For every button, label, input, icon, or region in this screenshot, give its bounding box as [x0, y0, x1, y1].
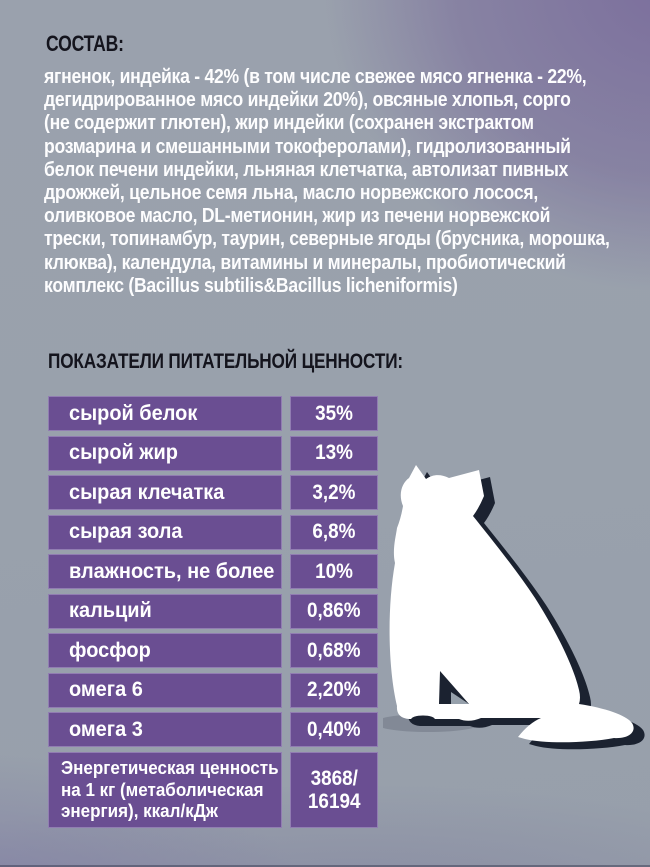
nutrient-label-cell: фосфор [48, 633, 282, 668]
energy-label-cell: Энергетическая ценность на 1 кг (метаболическая энергия), ккал/кДж [48, 752, 282, 828]
cat-silhouette-icon [383, 458, 645, 753]
table-row [48, 712, 378, 747]
nutrient-label-cell: сырой белок [48, 396, 282, 431]
composition-heading-text: СОСТАВ: [46, 31, 124, 56]
nutrition-table [48, 396, 378, 828]
nutrient-value-cell: 6,8% [290, 515, 378, 550]
table-row [48, 594, 378, 629]
nutrition-heading [48, 349, 492, 374]
composition-heading [46, 31, 146, 57]
table-row [48, 515, 378, 550]
composition-line: трески, топинамбур, таурин, северные ягоды (брусника, морошка, [44, 228, 610, 251]
nutrient-value-cell: 3,2% [290, 475, 378, 510]
nutrient-value-cell: 0,40% [290, 712, 378, 747]
composition-line: дегидрированное мясо индейки 20%), овсяные хлопья, сорго [44, 89, 571, 112]
nutrient-label-cell: сырой жир [48, 436, 282, 471]
nutrient-value-cell: 2,20% [290, 673, 378, 708]
composition-line: оливковое масло, DL-метионин, жир из печени норвежской [44, 205, 551, 228]
composition-line: комплекс (Bacillus subtilis&Bacillus licheniformis) [44, 274, 458, 297]
nutrient-label-cell: омега 6 [48, 673, 282, 708]
table-row [48, 436, 378, 471]
nutrient-label-cell: омега 3 [48, 712, 282, 747]
table-row [48, 554, 378, 589]
table-row-energy [48, 752, 378, 828]
composition-text [44, 66, 644, 298]
nutrient-label-cell: сырая зола [48, 515, 282, 550]
nutrient-value-cell: 13% [290, 436, 378, 471]
table-row [48, 673, 378, 708]
nutrient-value-cell: 0,86% [290, 594, 378, 629]
nutrient-value-cell: 35% [290, 396, 378, 431]
nutrition-heading-text: ПОКАЗАТЕЛИ ПИТАТЕЛЬНОЙ ЦЕННОСТИ: [48, 349, 403, 373]
nutrient-label-cell: влажность, не более [48, 554, 282, 589]
table-row [48, 396, 378, 431]
composition-line: ягненок, индейка - 42% (в том числе свежее мясо ягненка - 22%, [44, 66, 587, 88]
composition-line: дрожжей, цельное семя льна, масло норвежского лосося, [44, 181, 539, 204]
nutrient-value-cell: 10% [290, 554, 378, 589]
table-row [48, 475, 378, 510]
composition-line: (не содержит глютен), жир индейки (сохранен экстрактом [44, 112, 534, 135]
nutrient-label-cell: кальций [48, 594, 282, 629]
table-row [48, 633, 378, 668]
nutrient-value-cell: 0,68% [290, 633, 378, 668]
composition-line: клюква), календула, витамины и минералы, пробиотический [44, 251, 566, 274]
composition-line: розмарина и смешанными токоферолами), гидролизованный [44, 135, 571, 158]
nutrient-label-cell: сырая клечатка [48, 475, 282, 510]
composition-line: белок печени индейки, льняная клетчатка, автолизат пивных [44, 158, 569, 181]
energy-value-cell: 3868/ 16194 [290, 752, 378, 828]
